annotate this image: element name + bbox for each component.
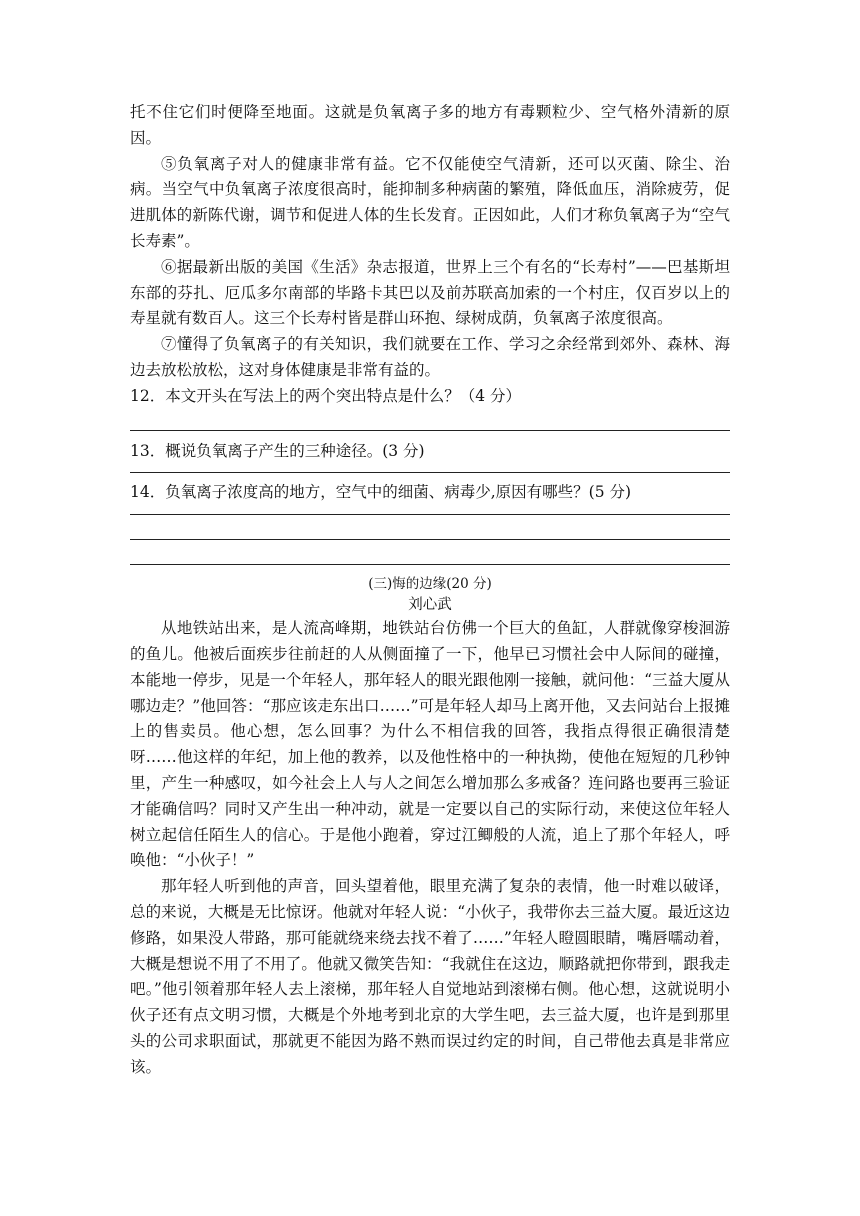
story-paragraph-2: 那年轻人听到他的声音，回头望着他，眼里充满了复杂的表情，他一时难以破译，总的来说，大概是无比惊讶。他就对年轻人说：“小伙子，我带你去三益大厦。最近这边修路，如果没人带路，那可能就绕来绕去找不着了……”年轻人瞪圆眼睛，嘴唇嚅动着，大概是想说不用了不用了。他就又微笑告知：“我就住在这边，顺路就把你带到，跟我走吧。”他引领着那年轻人去上滚梯，那年轻人自觉地站到滚梯右侧。他心想，这就说明小伙子还有点文明习惯，大概是个外地考到北京的大学生吧，去三益大厦，也许是到那里头的公司求职面试，那就更不能因为路不熟而误过约定的时间，自己带他去真是非常应该。 — [130, 877, 730, 1076]
page-content — [130, 100, 730, 1081]
passage-paragraph-5: ⑤负氧离子对人的健康非常有益。它不仅能使空气清新，还可以灭菌、除尘、治病。当空气中负氧离子浓度很高时，能抑制多种病菌的繁殖，降低血压，消除疲劳，促进肌体的新陈代谢，调节和促进人体的生长发育。正因如此，人们才称负氧离子为“空气长寿素”。 — [130, 154, 730, 250]
passage-paragraph-6: ⑥据最新出版的美国《生活》杂志报道，世界上三个有名的“长寿村”——巴基斯坦东部的芬扎、厄瓜多尔南部的毕路卡其巴以及前苏联高加索的一个村庄，仅百岁以上的寿星就有数百人。这三个长寿村皆是群山环抱、绿树成荫，负氧离子浓度很高。 — [130, 257, 730, 328]
passage-paragraph-7: ⑦懂得了负氧离子的有关知识，我们就要在工作、学习之余经常到郊外、森林、海边去放松放松，这对身体健康是非常有益的。 — [130, 335, 730, 379]
section-title: (三)悔的边缘(20 分) — [368, 576, 492, 593]
question-14: 14．负氧离子浓度高的地方，空气中的细菌、病毒少,原因有哪些？(5 分) — [130, 483, 632, 502]
section-author: 刘心武 — [408, 597, 452, 614]
question-13: 13．概说负氧离子产生的三种途径。(3 分) — [130, 441, 425, 460]
story-paragraph-1: 从地铁站出来，是人流高峰期，地铁站台仿佛一个巨大的鱼缸，人群就像穿梭洄游的鱼儿。他被后面疾步往前赶的人从侧面撞了一下，他早已习惯社会中人际间的碰撞，本能地一停步，见是一个年轻人，那年轻人的眼光跟他刚一接触，就问他：“三益大厦从哪边走？”他回答：“那应该走东出口……”可是年轻人却马上离开他，又去问站台上报摊上的售卖员。他心想，怎么回事？为什么不相信我的回答，我指点得很正确很清楚呀……他这样的年纪，加上他的教养，以及他性格中的一种执拗，使他在短短的几秒钟里，产生一种感叹，如今社会上人与人之间怎么增加那么多戒备？连问路也要再三验证才能确信吗？同时又产生出一种冲动，就是一定要以自己的实际行动，来使这位年轻人树立起信任陌生人的信心。于是他小跑着，穿过江鲫般的人流，追上了那个年轻人，呼唤他：“小伙子！” — [130, 619, 730, 870]
question-12: 12．本文开头在写法上的两个突出特点是什么？（4 分） — [130, 386, 522, 405]
passage-paragraph-continued: 托不住它们时便降至地面。这就是负氧离子多的地方有毒颗粒少、空气格外清新的原因。 — [130, 103, 730, 147]
